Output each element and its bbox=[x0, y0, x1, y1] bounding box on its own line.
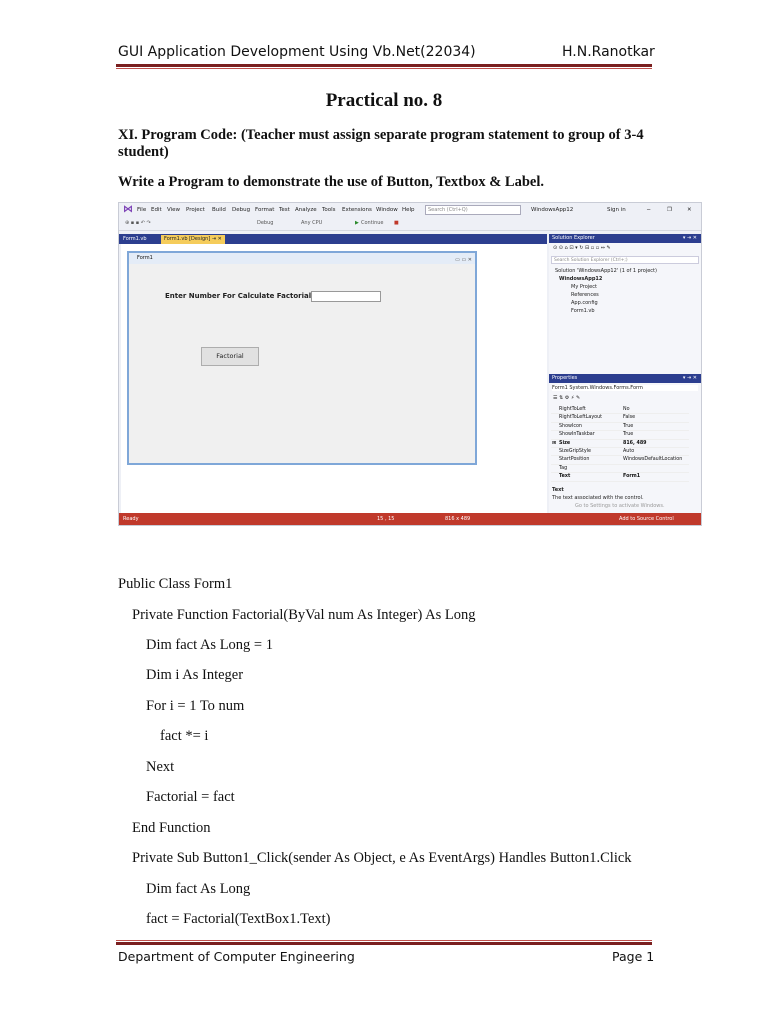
footer-rule-thin bbox=[116, 940, 652, 941]
config-dropdown[interactable]: Debug bbox=[257, 220, 274, 226]
code-line: Dim i As Integer bbox=[146, 667, 244, 683]
vs-search-input[interactable]: Search (Ctrl+Q) bbox=[425, 205, 521, 215]
menu-tools[interactable]: Tools bbox=[322, 207, 336, 213]
properties-header bbox=[549, 374, 701, 383]
stop-icon[interactable]: ■ bbox=[394, 220, 399, 226]
code-line: Public Class Form1 bbox=[118, 576, 233, 592]
footer-left: Department of Computer Engineering bbox=[118, 949, 355, 964]
vs-menubar bbox=[119, 203, 701, 217]
number-textbox[interactable] bbox=[311, 291, 381, 302]
menu-debug[interactable]: Debug bbox=[232, 207, 251, 213]
task-statement: Write a Program to demonstrate the use of Button, Textbox & Label. bbox=[118, 174, 544, 190]
section-line-1: XI. Program Code: (Teacher must assign separate program statement to group of 3-4 bbox=[118, 127, 644, 143]
tree-references[interactable]: References bbox=[571, 292, 599, 298]
menu-format[interactable]: Format bbox=[255, 207, 275, 213]
tree-form1-vb[interactable]: Form1.vb bbox=[571, 308, 595, 314]
factorial-label[interactable]: Enter Number For Calculate Factorial bbox=[165, 292, 312, 300]
menu-view[interactable]: View bbox=[167, 207, 181, 213]
menu-help[interactable]: Help bbox=[402, 207, 415, 213]
menu-edit[interactable]: Edit bbox=[151, 207, 162, 213]
properties-title: Properties bbox=[552, 375, 578, 381]
footer-rule bbox=[116, 942, 652, 945]
menu-test[interactable]: Test bbox=[279, 207, 290, 213]
panel-pin-close-icon[interactable]: ▾ ⇥ ✕ bbox=[682, 235, 697, 241]
document-tabs bbox=[119, 234, 547, 244]
code-line: Dim fact As Long bbox=[146, 881, 251, 897]
tree-solution[interactable]: Solution 'WindowsApp12' (1 of 1 project) bbox=[555, 268, 657, 274]
tree-project[interactable]: WindowsApp12 bbox=[559, 276, 603, 282]
properties-object-select[interactable]: Form1 System.Windows.Forms.Form bbox=[552, 385, 698, 391]
tree-app-config[interactable]: App.config bbox=[571, 300, 598, 306]
code-line: End Function bbox=[132, 820, 211, 836]
sign-in-link[interactable]: Sign in bbox=[607, 207, 626, 213]
close-icon[interactable]: ✕ bbox=[687, 207, 692, 213]
header-left: GUI Application Development Using Vb.Net(22034) bbox=[118, 44, 476, 60]
play-icon[interactable]: ▶ bbox=[355, 220, 359, 226]
solution-toolbar-icons[interactable]: ⊙ ⊙ ⌂ ⊡ ▾ ↻ ⊟ ▫ ▫ ⇔ ✎ bbox=[553, 245, 611, 251]
property-desc-text: The text associated with the control. bbox=[552, 495, 644, 501]
vs-toolbar bbox=[119, 217, 701, 231]
code-line: Next bbox=[146, 759, 175, 775]
visual-studio-logo-icon: ⋈ bbox=[123, 204, 133, 215]
solution-explorer-header bbox=[549, 234, 701, 243]
properties-pin-close-icon[interactable]: ▾ ⇥ ✕ bbox=[682, 375, 697, 381]
code-line: Private Sub Button1_Click(sender As Object, e As EventArgs) Handles Button1.Click bbox=[132, 850, 632, 866]
property-row[interactable]: StartPosition WindowsDefaultLocation bbox=[551, 456, 689, 464]
header-right: H.N.Ranotkar bbox=[562, 44, 655, 60]
tree-my-project[interactable]: My Project bbox=[571, 284, 597, 290]
menu-project[interactable]: Project bbox=[186, 207, 205, 213]
menu-extensions[interactable]: Extensions bbox=[342, 207, 372, 213]
continue-button[interactable]: Continue bbox=[361, 220, 384, 226]
vs-screenshot bbox=[118, 202, 702, 526]
menu-build[interactable]: Build bbox=[212, 207, 226, 213]
property-row[interactable]: RightToLeftLayout False bbox=[551, 414, 689, 422]
code-line: Dim fact As Long = 1 bbox=[146, 637, 273, 653]
form1-window-buttons: ▭ ▭ ✕ bbox=[455, 257, 472, 263]
minimize-icon[interactable]: ─ bbox=[647, 207, 651, 213]
menu-file[interactable]: File bbox=[137, 207, 147, 213]
menu-analyze[interactable]: Analyze bbox=[295, 207, 317, 213]
factorial-button[interactable]: Factorial bbox=[201, 347, 259, 366]
properties-toolbar-icons[interactable]: ☰ ⇅ ⚙ ⚡ ✎ bbox=[553, 395, 581, 401]
vs-app-name: WindowsApp12 bbox=[531, 207, 574, 213]
platform-dropdown[interactable]: Any CPU bbox=[301, 220, 323, 226]
code-line: For i = 1 To num bbox=[146, 698, 245, 714]
property-row[interactable]: ShowInTaskbar True bbox=[551, 431, 689, 439]
status-size: 816 x 489 bbox=[445, 516, 471, 522]
add-to-source-control-button[interactable]: Add to Source Control bbox=[619, 516, 674, 522]
solution-search-input[interactable]: Search Solution Explorer (Ctrl+;) bbox=[551, 256, 699, 264]
property-row[interactable]: ShowIcon True bbox=[551, 423, 689, 431]
header-rule bbox=[116, 64, 652, 67]
code-line: Private Function Factorial(ByVal num As Integer) As Long bbox=[132, 607, 476, 623]
tab-form1-vb[interactable]: Form1.vb bbox=[123, 236, 147, 242]
property-row[interactable]: SizeGripStyle Auto bbox=[551, 448, 689, 456]
code-line: fact *= i bbox=[160, 728, 209, 744]
toolbar-icons[interactable]: ⊕ ▪ ▪ ↶ ↷ bbox=[125, 220, 151, 226]
solution-explorer-title: Solution Explorer bbox=[552, 235, 595, 241]
vs-statusbar bbox=[119, 513, 701, 525]
property-row[interactable]: RightToLeft No bbox=[551, 406, 689, 414]
page-title: Practical no. 8 bbox=[325, 90, 443, 111]
expand-icon[interactable]: ⊞ bbox=[552, 440, 557, 446]
code-line: fact = Factorial(TextBox1.Text) bbox=[146, 911, 331, 927]
tab-form1-design[interactable]: Form1.vb [Design] ⇥ ✕ bbox=[161, 235, 225, 244]
properties-grid bbox=[551, 406, 689, 482]
activate-windows-watermark: Go to Settings to activate Windows. bbox=[575, 503, 665, 509]
tab-form1-design-label: Form1.vb [Design] bbox=[164, 236, 211, 242]
status-ready: Ready bbox=[123, 516, 139, 522]
property-row[interactable]: ⊞ Size 816, 489 bbox=[551, 440, 689, 448]
form1-title: Form1 bbox=[137, 255, 153, 261]
status-position: 15 , 15 bbox=[377, 516, 395, 522]
header-rule-thin bbox=[116, 68, 652, 69]
side-panels bbox=[549, 234, 701, 513]
restore-icon[interactable]: ❐ bbox=[667, 207, 672, 213]
footer-page-number: Page 1 bbox=[612, 949, 655, 964]
property-desc-title: Text bbox=[552, 487, 564, 493]
form-designer bbox=[121, 244, 547, 513]
form1-window[interactable] bbox=[127, 251, 477, 465]
property-row[interactable]: Text Form1 bbox=[551, 473, 689, 481]
property-row[interactable]: Tag bbox=[551, 465, 689, 473]
section-line-2: student) bbox=[118, 144, 169, 160]
code-line: Factorial = fact bbox=[146, 789, 235, 805]
form1-titlebar bbox=[129, 253, 475, 264]
menu-window[interactable]: Window bbox=[376, 207, 398, 213]
